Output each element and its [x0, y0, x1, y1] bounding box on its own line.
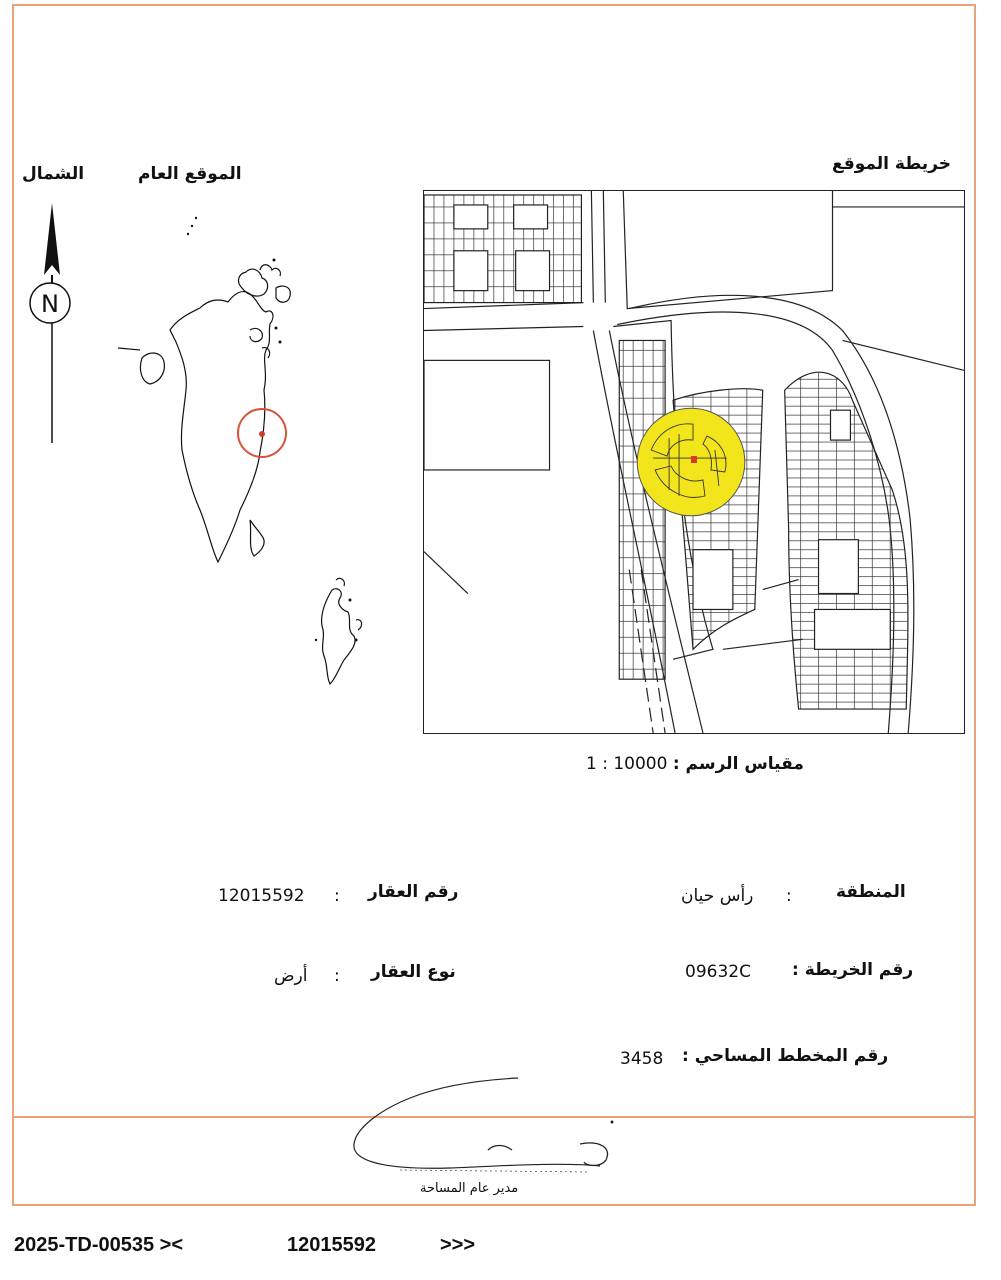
signature-caption: مدير عام المساحة	[420, 1181, 519, 1196]
area-separator: :	[786, 886, 792, 906]
property-number-value: 12015592	[218, 886, 305, 906]
site-map-title: خريطة الموقع	[832, 154, 952, 174]
overview-map	[100, 200, 380, 700]
north-letter: N	[41, 290, 59, 318]
reference-code: 2025-TD-00535 ><	[14, 1234, 184, 1256]
area-label: المنطقة	[836, 882, 906, 902]
map-number-value: 09632C	[685, 962, 751, 982]
signature-image	[330, 1070, 630, 1180]
scale-label: مقياس الرسم :	[672, 754, 804, 774]
north-title: الشمال	[22, 164, 85, 184]
footer-arrows: >>>	[440, 1234, 476, 1256]
scale-value: 1 : 10000	[586, 754, 668, 774]
locator-point	[259, 431, 265, 437]
scale-line	[586, 754, 804, 774]
general-location-title: الموقع العام	[138, 164, 242, 184]
survey-plan-label: رقم المخطط المساحي :	[682, 1046, 889, 1066]
property-type-value: أرض	[274, 966, 308, 986]
property-type-label: نوع العقار	[371, 962, 456, 982]
property-type-separator: :	[334, 966, 340, 986]
site-map	[423, 190, 965, 734]
footer-property-number: 12015592	[287, 1234, 376, 1256]
property-number-separator: :	[334, 886, 340, 906]
parcel-marker	[691, 456, 697, 463]
map-number-label: رقم الخريطة :	[792, 960, 914, 980]
survey-plan-value: 3458	[620, 1049, 664, 1069]
area-value: رأس حيان	[681, 886, 754, 906]
property-number-label: رقم العقار	[368, 882, 459, 902]
north-arrow-icon	[20, 195, 84, 450]
